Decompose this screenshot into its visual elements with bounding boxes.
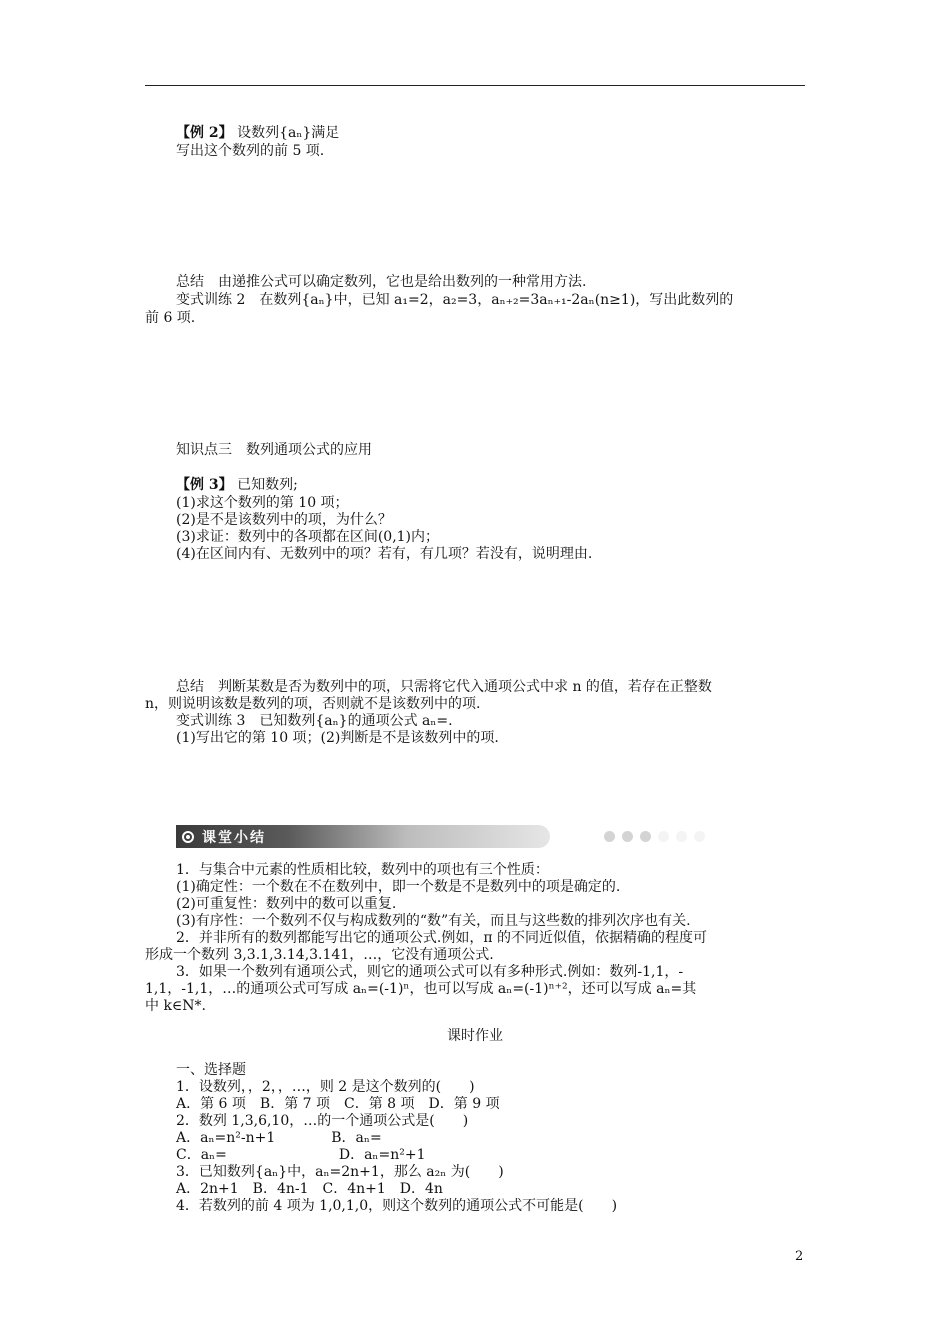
class-summary-line: (2)可重复性：数列中的数可以重复. [176,896,397,912]
example3-item-4: (4)在区间内有、无数列中的项？若有，有几项？若没有，说明理由. [176,546,593,562]
dot-icon [658,831,669,842]
class-summary-line: 3．如果一个数列有通项公式，则它的通项公式可以有多种形式.例如：数列-1,1，- [176,964,684,980]
page-number: 2 [795,1249,804,1264]
dot-icon [676,831,687,842]
exercise-line: A．2n+1 B．4n-1 C．4n+1 D．4n [176,1181,443,1197]
variant3-line1: 变式训练 3 已知数列{aₙ}的通项公式 aₙ=. [176,713,453,729]
class-summary-line: 中 k∈N*. [145,998,206,1014]
exercise-line: 1．设数列，，2，，…，则 2 是这个数列的( ) [176,1079,475,1095]
dot-icon [604,831,615,842]
banner-dots [604,831,705,842]
example3-item-1: (1)求这个数列的第 10 项； [176,495,349,511]
target-icon [182,831,194,843]
exercise-line: 4．若数列的前 4 项为 1,0,1,0，则这个数列的通项公式不可能是( ) [176,1198,618,1214]
section-banner [176,825,550,848]
knowledge-heading: 知识点三 数列通项公式的应用 [176,442,372,458]
exercise-line: 3．已知数列{aₙ}中，aₙ=2n+1，那么 a₂ₙ 为( ) [176,1164,504,1180]
example2-tag: 【例 2】 [176,125,233,141]
class-summary-line: (1)确定性：一个数在不在数列中，即一个数是不是数列中的项是确定的. [176,879,621,895]
summary2-line2: n，则说明该数是数列的项，否则就不是该数列中的项. [145,696,481,712]
example3-intro-line [176,476,298,494]
example3-item-3: (3)求证：数列中的各项都在区间(0,1)内； [176,529,440,545]
homework-title: 课时作业 [447,1028,503,1044]
example3-intro: 已知数列; [237,477,298,493]
example3-item-2: (2)是不是该数列中的项，为什么？ [176,512,392,528]
variant3-line2: (1)写出它的第 10 项；(2)判断是不是该数列中的项. [176,730,499,746]
class-summary-line: (3)有序性：一个数列不仅与构成数列的“数”有关，而且与这些数的排列次序也有关. [176,913,691,929]
exercise-line: 2．数列 1,3,6,10，…的一个通项公式是( ) [176,1113,469,1129]
class-summary-line: 1．与集合中元素的性质相比较，数列中的项也有三个性质： [176,862,549,878]
class-summary-line: 形成一个数列 3,3.1,3.14,3.141，…，它没有通项公式. [145,947,494,963]
class-summary-line: 2．并非所有的数列都能写出它的通项公式.例如，π 的不同近似值，依据精确的程度可 [176,930,708,946]
summary2-line1: 总结 判断某数是否为数列中的项，只需将它代入通项公式中求 n 的值，若存在正整数 [176,679,712,695]
example2-line2: 写出这个数列的前 5 项. [176,143,325,159]
example2-line1 [176,124,339,142]
dot-icon [694,831,705,842]
dot-icon [640,831,651,842]
exercise-line: A．第 6 项 B．第 7 项 C．第 8 项 D．第 9 项 [176,1096,500,1112]
summary1: 总结 由递推公式可以确定数列，它也是给出数列的一种常用方法. [176,274,587,290]
exercise-line: A．aₙ=n²-n+1 B．aₙ= [176,1130,382,1146]
example3-tag: 【例 3】 [176,477,233,493]
example2-text: 设数列{aₙ}满足 [237,125,340,141]
banner-title: 课堂小结 [202,829,266,846]
exercise-line: 一、选择题 [176,1062,246,1078]
dot-icon [622,831,633,842]
exercise-line: C．aₙ= D．aₙ=n²+1 [176,1147,426,1163]
variant2-line1: 变式训练 2 在数列{aₙ}中，已知 a₁=2，a₂=3，aₙ₊₂=3aₙ₊₁-2aₙ(n≥1)，写出此数列的 [176,292,734,308]
class-summary-line: 1,1，-1,1，…的通项公式可写成 aₙ=(-1)ⁿ，也可以写成 aₙ=(-1)ⁿ⁺²，还可以写成 aₙ=其 [145,981,697,997]
header-rule [145,85,805,86]
variant2-line2: 前 6 项. [145,310,196,326]
